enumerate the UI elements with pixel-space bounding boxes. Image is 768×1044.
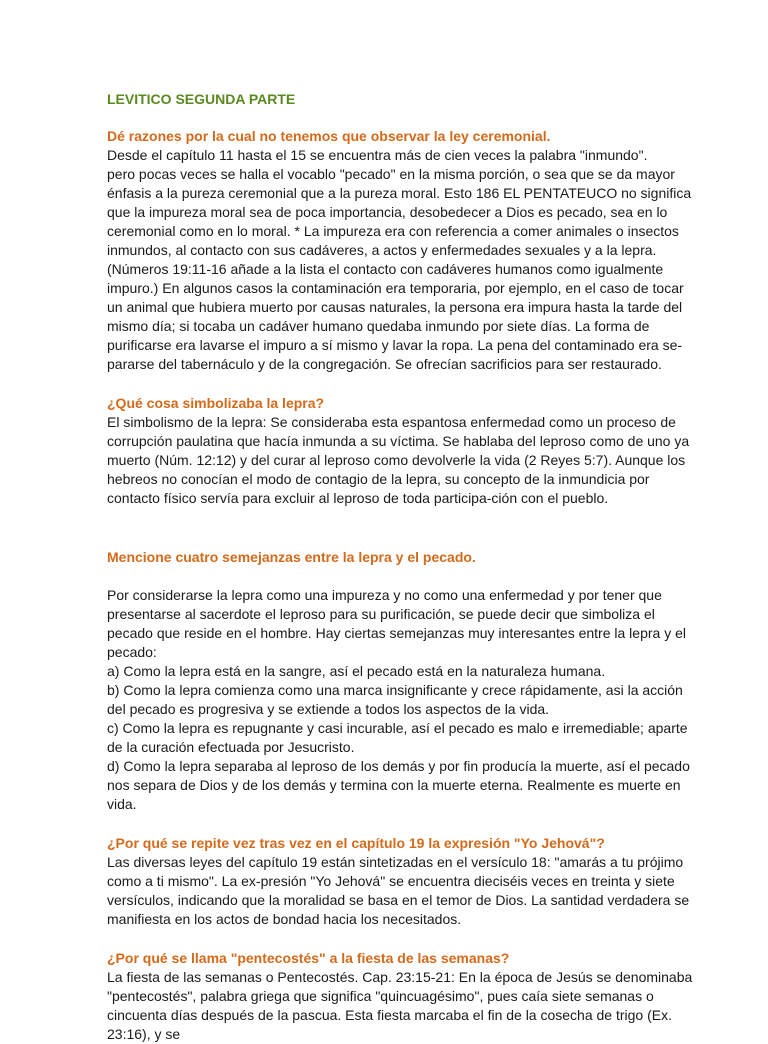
section-paragraph: La fiesta de las semanas o Pentecostés. Cap. 23:15-21: En la época de Jesús se denominaba "pentecostés", palabra griega que significa "quincuagésimo", pues caía siete semanas o cincuenta días después de la pascua. Esta fiesta marcaba el fin de la cosecha de trigo (Ex. 23:16), y se (107, 969, 693, 1042)
section-leprosy-symbol (107, 394, 698, 508)
list-item: c) Como la lepra es repugnante y casi incurable, así el pecado es malo e irremediable; aparte de la curación efectuada por Jesucristo. (107, 720, 688, 755)
section-paragraph: Desde el capítulo 11 hasta el 15 se encuentra más de cien veces la palabra "inmundo". (107, 147, 648, 163)
section-ceremonial-law (107, 127, 698, 374)
section-question: Mencione cuatro semejanzas entre la lepra y el pecado. (107, 549, 476, 565)
section-pentecost (107, 949, 698, 1044)
section-paragraph: pero pocas veces se halla el vocablo "pecado" en la misma porción, o sea que se da mayor énfasis a la pureza ceremonial que a la pureza moral. Esto 186 EL PENTATEUCO no significa que la impureza moral sea de poca importancia, desobedecer a Dios es pecado, sea en lo ceremonial como en lo moral. * La impureza era con referencia a comer animales o insectos inmundos, al contacto con sus cadáveres, a actos y enfermedades sexuales y a la lepra. (Números 19:11-16 añade a la lista el contacto con cadáveres humanos como igualmente impuro.) En algunos casos la contaminación era temporaria, por ejemplo, en el caso de tocar un animal que hubiera muerto por causas naturales, la persona era impura hasta la tarde del mismo día; si tocaba un cadáver humano quedaba inmundo por siete días. La forma de purificarse era lavarse el impuro a sí mismo y lavar la ropa. La pena del contaminado era se-pararse del tabernáculo y de la congregación. Se ofrecían sacrificios para ser restaurado. (107, 166, 692, 372)
section-question: ¿Por qué se repite vez tras vez en el capítulo 19 la expresión "Yo Jehová"? (107, 835, 605, 851)
spacer (107, 528, 698, 548)
list-item: a) Como la lepra está en la sangre, así el pecado está en la naturaleza humana. (107, 663, 606, 679)
section-yo-jehova (107, 834, 698, 929)
section-paragraph: Las diversas leyes del capítulo 19 están sintetizadas en el versículo 18: "amarás a tu prójimo como a ti mismo". La ex-presión "Yo Jehová" se encuentra dieciséis veces en treinta y siete versículos, indicando que la moralidad se basa en el temor de Dios. La santidad verdadera se manifiesta en los actos de bondad hacia los necesitados. (107, 854, 690, 927)
section-four-similarities (107, 548, 698, 814)
section-paragraph: Por considerarse la lepra como una impureza y no como una enfermedad y por tener que presentarse al sacerdote el leproso para su purificación, se puede decir que simboliza el pecado que reside en el hombre. Hay ciertas semejanzas muy interesantes entre la lepra y el pecado: (107, 587, 686, 660)
section-question: Dé razones por la cual no tenemos que observar la ley ceremonial. (107, 128, 551, 144)
document-title: LEVITICO SEGUNDA PARTE (107, 91, 296, 107)
list-item: d) Como la lepra separaba al leproso de los demás y por fin producía la muerte, así el pecado nos separa de Dios y de los demás y termina con la muerte eterna. Realmente es muerte en vida. (107, 758, 690, 812)
list-item: b) Como la lepra comienza como una marca insignificante y crece rápidamente, asi la acción del pecado es progresiva y se extiende a todos los aspectos de la vida. (107, 682, 683, 717)
section-question: ¿Qué cosa simbolizaba la lepra? (107, 395, 325, 411)
section-paragraph: El simbolismo de la lepra: Se consideraba esta espantosa enfermedad como un proceso de corrupción paulatina que hacía inmunda a su víctima. Se hablaba del leproso como de uno ya muerto (Núm. 12:12) y del curar al leproso como devolverle la vida (2 Reyes 5:7). Aunque los hebreos no conocían el modo de contagio de la lepra, su concepto de la inmundicia por contacto físico servía para excluir al leproso de toda participa-ción con el pueblo. (107, 414, 690, 506)
section-question: ¿Por qué se llama "pentecostés" a la fiesta de las semanas? (107, 950, 510, 966)
spacer (107, 567, 698, 586)
